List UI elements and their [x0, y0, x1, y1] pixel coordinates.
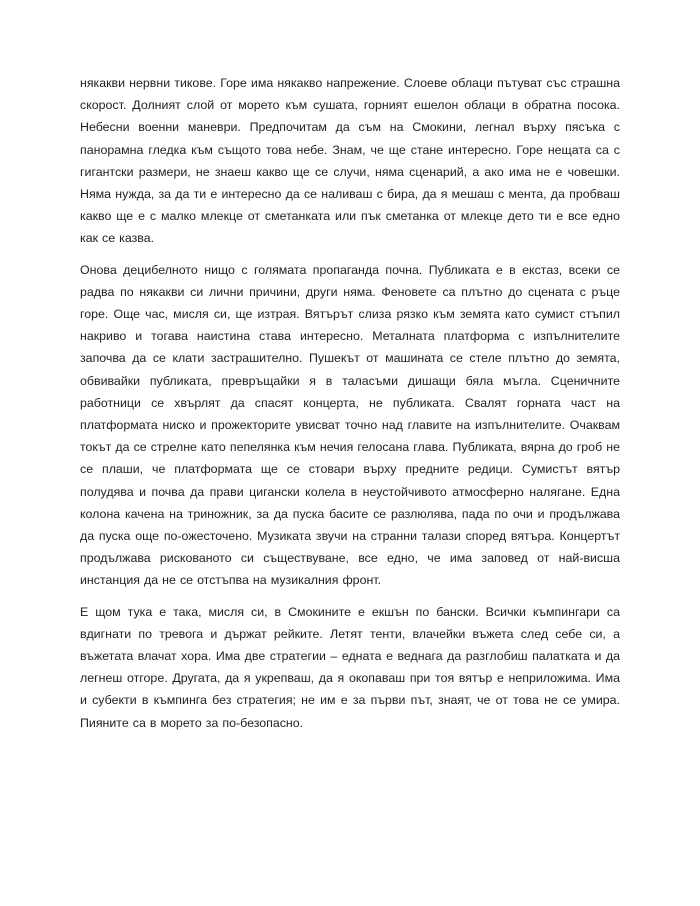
paragraph-3: Е щом тука е така, мисля си, в Смокините е екшън по бански. Всички къмпингари са вдигнати по тревога и държат рейките. Летят тенти, влачейки въжета след себе си, а въжетата влачат хора. Има две стратегии – едната е веднага да разглобиш палатката и да легнеш отгоре. Другата, да я укрепваш, да я окопаваш при тоя вятър е неприложима. Има и субекти в къмпинга без стратегия; не им е за първи път, знаят, че от това не се умира. Пияните са в морето за по-безопасно. [80, 604, 620, 730]
document-page [80, 72, 620, 734]
paragraph-1: някакви нервни тикове. Горе има някакво напрежение. Слоеве облаци пътуват със страшна скорост. Долният слой от морето към сушата, горният ешелон облаци в обратна посока. Небесни военни маневри. Предпочитам да съм на Смокини, легнал върху пясъка с панорамна гледка към същото това небе. Знам, че ще стане интересно. Горе нещата са с гигантски размери, не знаеш какво ще се случи, няма сценарий, а ако има не е човешки. Няма нужда, за да ти е интересно да се наливаш с бира, да я мешаш с мента, да пробваш какво ще е с малко млекце от сметанката или пък сметанка от млекце дето ти е все едно как се казва. [80, 76, 620, 246]
paragraph-2: Онова децибелното нищо с голямата пропаганда почна. Публиката е в екстаз, всеки се радва по някакви си лични причини, други няма. Феновете са плътно до сцената с ръце горе. Още час, мисля си, ще изтрая. Вятърът слиза рязко към земята като сумист стъпил накриво и тогава наистина става интересно. Металната платформа с изпълнителите започва да се клати застрашително. Пушекът от машината се стеле плътно до земята, обвивайки публиката, превръщайки я в таласъми дишащи бяла мъгла. Сценичните работници се хвърлят да спасят концерта, не публиката. Свалят горната част на платформата ниско и прожекторите увисват точно над главите на изпълнителите. Очаквам токът да се стрелне като пепелянка към нечия гелосана глава. Публиката, вярна до гроб не се плаши, че платформата ще се стовари върху предните редици. Сумистът вятър полудява и почва да прави цигански колела в неустойчивото атмосферно налягане. Една колона качена на триножник, за да пуска басите се разлюлява, пада по очи и продължава да пуска още по-ожесточено. Музиката звучи на странни талази според вятъра. Концертът продължава рискованото си съществуване, все едно, че има заповед от най-висша инстанция да не се отстъпва на музикалния фронт. [80, 262, 620, 588]
